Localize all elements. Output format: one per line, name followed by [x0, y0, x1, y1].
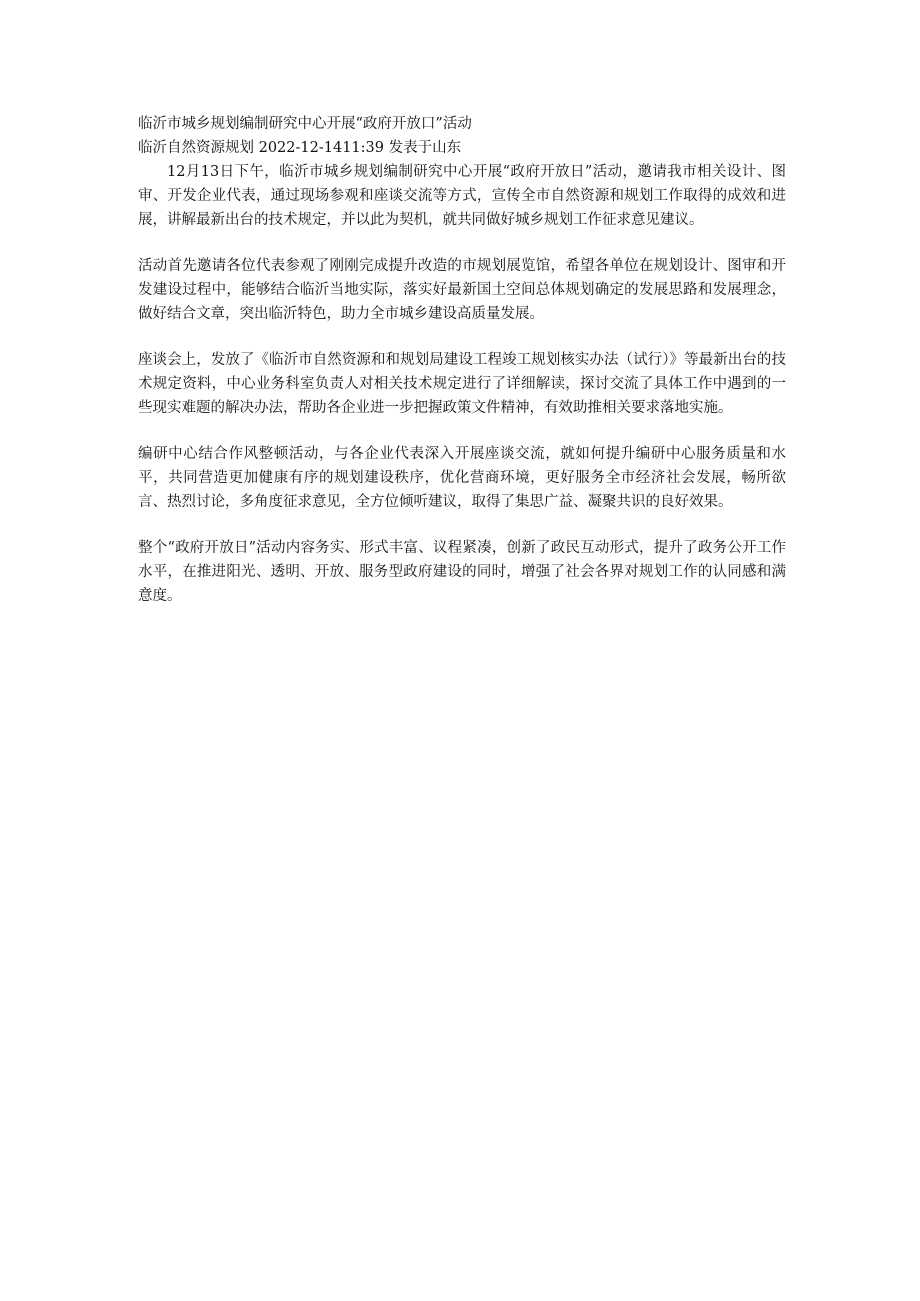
- article: [138, 112, 786, 608]
- paragraph-feedback-exchange: 编研中心结合作风整顿活动，与各企业代表深入开展座谈交流，就如何提升编研中心服务质量和水平，共同营造更加健康有序的规划建设秩序，优化营商环境，更好服务全市经济社会发展，畅所欲言、热烈讨论，多角度征求意见，全方位倾听建议，取得了集思广益、凝聚共识的良好效果。: [138, 446, 786, 510]
- paragraph-exhibition-visit: 活动首先邀请各位代表参观了刚刚完成提升改造的市规划展览馆，希望各单位在规划设计、图审和开发建设过程中，能够结合临沂当地实际，落实好最新国土空间总体规划确定的发展思路和发展理念，做好结合文章，突出临沂特色，助力全市城乡建设高质量发展。: [138, 258, 786, 322]
- article-title: 临沂市城乡规划编制研究中心开展“政府开放口”活动: [138, 116, 472, 132]
- paragraph-conclusion: 整个“政府开放日”活动内容务实、形式丰富、议程紧凑，创新了政民互动形式，提升了政务公开工作水平，在推进阳光、透明、开放、服务型政府建设的同时，增强了社会各界对规划工作的认同感和满意度。: [138, 540, 786, 604]
- paragraph-symposium: 座谈会上，发放了《临沂市自然资源和和规划局建设工程竣工规划核实办法（试行）》等最新出台的技术规定资料，中心业务科室负责人对相关技术规定进行了详细解读，探讨交流了具体工作中遇到的一些现实难题的解决办法，帮助各企业进一步把握政策文件精神，有效助推相关要求落地实施。: [138, 352, 786, 416]
- article-meta: 临沂自然资源规划 2022-12-1411:39 发表于山东: [138, 140, 462, 156]
- paragraph-event-overview: 12月13日下午，临沂市城乡规划编制研究中心开展“政府开放日”活动，邀请我市相关设计、图审、开发企业代表，通过现场参观和座谈交流等方式，宣传全市自然资源和规划工作取得的成效和进展，讲解最新出台的技术规定，并以此为契机，就共同做好城乡规划工作征求意见建议。: [138, 164, 786, 228]
